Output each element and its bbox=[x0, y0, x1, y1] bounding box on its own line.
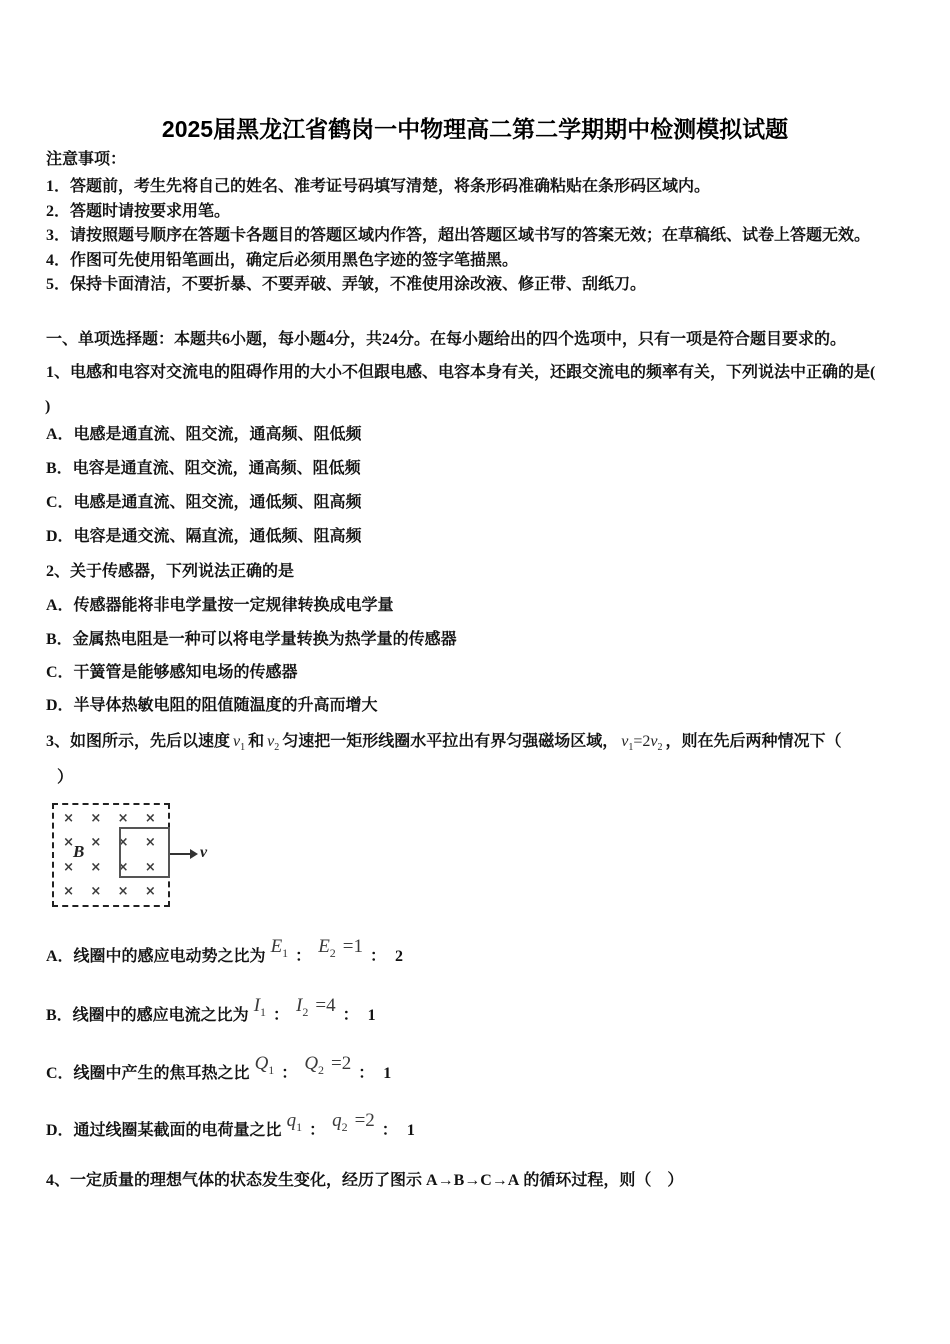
q2-option-c: C．干簧管是能够感知电场的传感器 bbox=[46, 664, 298, 681]
notice-item-1: 1．答题前，考生先将自己的姓名、准考证号码填写清楚，将条形码准确粘贴在条形码区域内。 bbox=[46, 178, 711, 195]
flux-cross-icon: × bbox=[63, 859, 75, 875]
q3-option-c: C．线圈中产生的焦耳热之比 $Q_1$ ： $Q_2 =2$ ： 1 bbox=[46, 1053, 392, 1082]
math-I1: $I_1$ bbox=[253, 995, 267, 1019]
flux-cross-icon: × bbox=[144, 859, 156, 875]
flux-cross-icon: × bbox=[63, 810, 75, 826]
q1-option-a: A．电感是通直流、阻交流，通高频、阻低频 bbox=[46, 426, 362, 443]
math-E1: $E_1$ bbox=[270, 936, 289, 960]
rectangular-coil bbox=[119, 827, 170, 878]
flux-cross-icon: × bbox=[117, 884, 129, 900]
math-E2-eq: $E_2 =1$ bbox=[318, 936, 364, 960]
page-title: 2025届黑龙江省鹤岗一中物理高二第二学期期中检测模拟试题 bbox=[161, 116, 789, 142]
q4-stem: 4、一定质量的理想气体的状态发生变化，经历了图示 A→B→C→A 的循环过程，则（ ） bbox=[46, 1172, 684, 1189]
flux-cross-icon: × bbox=[63, 835, 75, 851]
notice-item-2: 2．答题时请按要求用笔。 bbox=[46, 203, 231, 220]
math-q1: $q_1$ bbox=[286, 1110, 303, 1134]
q1-option-d: D．电容是通交流、隔直流，通低频、阻高频 bbox=[46, 528, 362, 545]
section-heading: 一、单项选择题：本题共6小题，每小题4分，共24分。在每小题给出的四个选项中，只有一项是符合题目要求的。 bbox=[46, 331, 847, 348]
q3-option-d: D．通过线圈某截面的电荷量之比 $q_1$ ： $q_2 =2$ ： 1 bbox=[46, 1110, 415, 1139]
flux-cross-icon: × bbox=[90, 859, 102, 875]
q2-option-d: D．半导体热敏电阻的阻值随温度的升高而增大 bbox=[46, 697, 378, 714]
notice-item-5: 5．保持卡面清洁，不要折暴、不要弄破、弄皱，不准使用涂改液、修正带、刮纸刀。 bbox=[46, 276, 647, 293]
q1-option-c: C．电感是通直流、阻交流，通低频、阻高频 bbox=[46, 494, 362, 511]
notice-heading: 注意事项： bbox=[46, 151, 127, 168]
flux-cross-icon: × bbox=[117, 859, 129, 875]
q1-option-b: B．电容是通直流、阻交流，通高频、阻低频 bbox=[46, 460, 361, 477]
math-Q1: $Q_1$ bbox=[254, 1053, 275, 1077]
q2-option-b: B．金属热电阻是一种可以将电学量转换为热学量的传感器 bbox=[46, 631, 457, 648]
q3-stem-text: 3、如图所示，先后以速度 bbox=[46, 733, 231, 750]
q1-stem: 1、电感和电容对交流电的阻碍作用的大小不但跟电感、电容本身有关，还跟交流电的频率有关，下列说法中正确的是( bbox=[46, 364, 876, 381]
field-b-label: B bbox=[73, 842, 85, 861]
flux-cross-icon: × bbox=[90, 810, 102, 826]
math-q2-eq: $q_2 =2$ bbox=[332, 1110, 375, 1134]
flux-cross-icon: × bbox=[90, 884, 102, 900]
q3-option-a: A．线圈中的感应电动势之比为 $E_1$ ： $E_2 =1$ ： 2 bbox=[46, 936, 404, 965]
q3-option-b: B．线圈中的感应电流之比为 $I_1$ ： $I_2 =4$ ： 1 bbox=[46, 995, 376, 1024]
magnetic-field-figure bbox=[46, 800, 286, 914]
flux-cross-icon: × bbox=[144, 810, 156, 826]
math-I2-eq: $I_2 =4$ bbox=[296, 995, 336, 1019]
q2-stem: 2、关于传感器，下列说法正确的是 bbox=[46, 563, 295, 580]
q3-stem: 3、如图所示，先后以速度 $v_1$ 和 $v_2$ 匀速把一矩形线圈水平拉出有界匀强磁场区域， $v_1=2v_2$ ，则在先后两种情况下（ bbox=[46, 733, 842, 754]
flux-cross-icon: × bbox=[63, 884, 75, 900]
notice-item-3: 3．请按照题号顺序在答题卡各题目的答题区域内作答，超出答题区域书写的答案无效；在草稿纸、试卷上答题无效。 bbox=[46, 227, 871, 244]
v1-symbol: $v_1$ bbox=[233, 733, 246, 754]
v1-eq-2v2: $v_1=2v_2$ bbox=[621, 733, 663, 754]
flux-cross-icon: × bbox=[117, 810, 129, 826]
velocity-v-label: v bbox=[200, 844, 208, 861]
velocity-arrow bbox=[170, 853, 191, 855]
math-Q2-eq: $Q_2 =2$ bbox=[304, 1053, 352, 1077]
notice-item-4: 4．作图可先使用铅笔画出，确定后必须用黑色字迹的签字笔描黑。 bbox=[46, 252, 519, 269]
velocity-arrowhead-icon bbox=[190, 849, 198, 859]
flux-cross-icon: × bbox=[117, 835, 129, 851]
v2-symbol: $v_2$ bbox=[267, 733, 280, 754]
q2-option-a: A．传感器能将非电学量按一定规律转换成电学量 bbox=[46, 597, 394, 614]
q3-stem-close: ） bbox=[57, 769, 74, 786]
flux-cross-icon: × bbox=[144, 884, 156, 900]
q1-stem-close: ) bbox=[45, 398, 51, 415]
flux-cross-icon: × bbox=[90, 835, 102, 851]
cycle-sequence: A→B→C→A bbox=[426, 1172, 520, 1189]
flux-cross-icon: × bbox=[144, 835, 156, 851]
